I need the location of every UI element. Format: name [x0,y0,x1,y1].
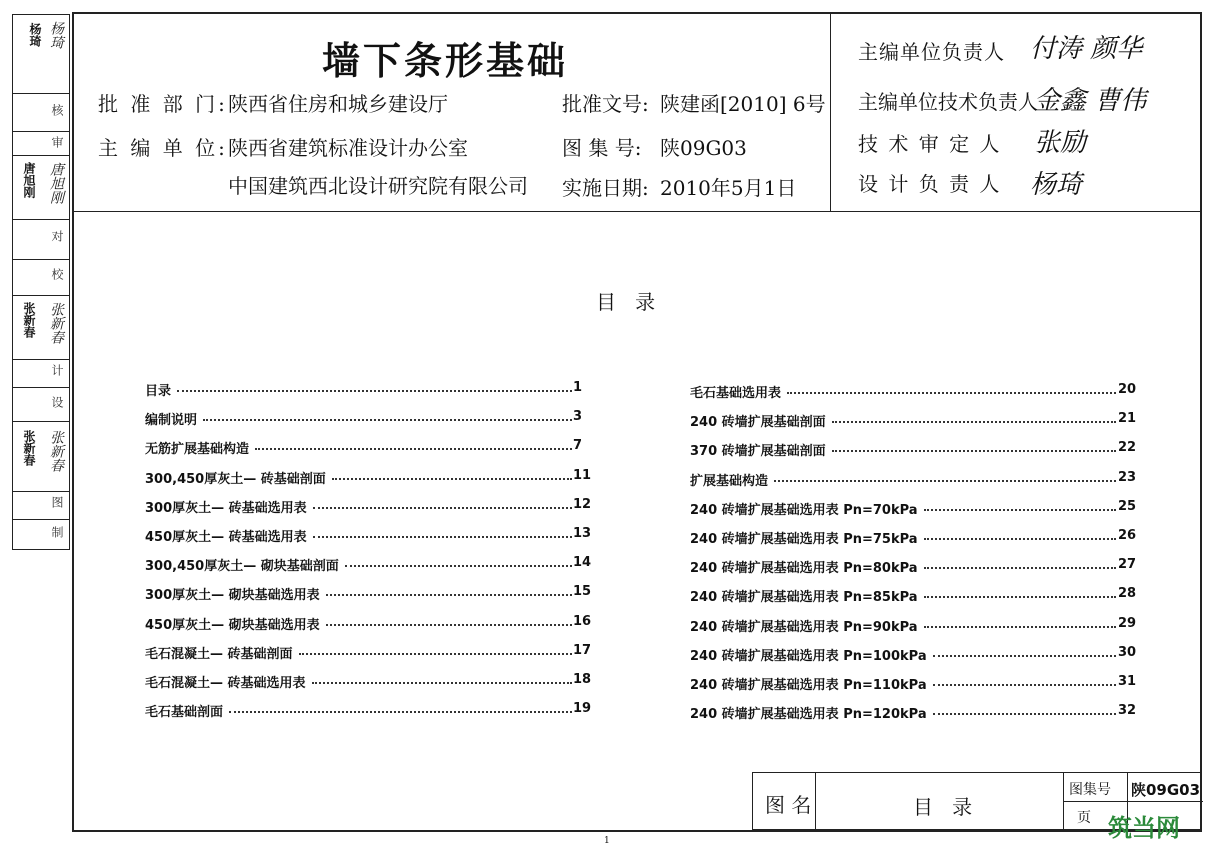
strip-signature: 张新春 [48,302,64,344]
toc-leader-dots [326,624,572,626]
toc-leader-dots [229,711,572,713]
toc-entry-page: 3 [573,409,583,425]
toc-entry-page: 11 [573,467,592,483]
strip-name: 张新春 [22,430,36,466]
toc-entry-page: 25 [1118,498,1137,514]
toc-entry-label: 毛石基础选用表 [690,386,782,401]
toc-leader-dots [299,653,572,655]
sign-strip [12,14,70,550]
strip-role: 审 [50,136,64,148]
strip-role: 设 [50,396,64,408]
approve-dept-value: 陕西省住房和城乡建设厅 [228,92,448,116]
toc-entry-page: 20 [1118,382,1137,397]
toc-entry-label: 240 砖墙扩展基础选用表 Pn=85kPa [690,590,918,606]
toc-entry-page: 30 [1118,644,1137,660]
header-vertical-divider [830,12,831,212]
strip-role: 计 [50,364,64,376]
toc-entry-page: 28 [1118,586,1137,602]
title-block-name-value: 目 录 [913,795,973,819]
strip-signature: 杨琦 [48,21,64,49]
strip-name: 杨琦 [28,23,42,47]
toc-entry-page: 29 [1118,615,1137,631]
strip-role: 核 [50,104,64,116]
approve-dept-label: 批 准 部 门: [98,92,228,116]
toc-entry-page: 21 [1118,411,1137,427]
toc-title: 目 录 [596,290,656,314]
toc-leader-dots [332,478,572,480]
resp-3-label: 技 术 审 定 人 [858,132,1002,156]
toc-entry-label: 300,450厚灰土— 砌块基础剖面 [145,559,339,575]
toc-entry-label: 240 砖墙扩展基础选用表 Pn=80kPa [690,561,918,577]
strip-signature: 张新春 [48,430,64,472]
toc-leader-dots [924,509,1116,511]
toc-entry-page: 26 [1118,528,1137,543]
toc-leader-dots [345,565,572,567]
toc-entry-page: 27 [1118,557,1137,573]
toc-leader-dots [255,448,572,450]
toc-entry-page: 12 [573,496,592,512]
toc-entry-label: 300厚灰土— 砖基础选用表 [145,500,307,516]
toc-entry-page: 19 [573,701,592,717]
resp-3-signature: 张励 [1034,128,1087,158]
toc-entry-label: 450厚灰土— 砖基础选用表 [145,530,307,545]
toc-entry-page: 16 [573,613,592,629]
toc-leader-dots [832,450,1116,452]
title-block-atlas-label: 图集号 [1069,782,1111,798]
toc-leader-dots [933,655,1116,657]
resp-4-label: 设 计 负 责 人 [858,172,1002,196]
toc-entry-page: 32 [1118,703,1137,719]
approval-doc-label: 批准文号: [562,92,649,116]
title-block-name-label: 图 名 [765,793,812,817]
toc-entry-page: 15 [573,584,592,600]
toc-entry-label: 450厚灰土— 砌块基础选用表 [145,617,320,633]
toc-leader-dots [312,682,572,684]
title-block-page-label: 页 [1077,810,1091,826]
toc-entry-label: 300厚灰土— 砌块基础选用表 [145,588,320,604]
toc-leader-dots [933,684,1116,686]
toc-entry-page: 23 [1118,469,1137,485]
resp-1-signature: 付涛 颜华 [1030,34,1143,64]
toc-entry-page: 7 [573,438,583,454]
editor-unit-label: 主 编 单 位: [98,136,228,160]
toc-entry-label: 240 砖墙扩展基础选用表 Pn=90kPa [690,619,918,635]
toc-leader-dots [787,392,1116,394]
approval-doc-value: 陕建函[2010] 6号 [660,92,826,116]
toc-leader-dots [832,421,1116,423]
toc-entry-label: 无筋扩展基础构造 [145,442,250,458]
toc-leader-dots [177,390,572,392]
toc-leader-dots [313,507,572,509]
toc-leader-dots [924,567,1116,569]
toc-entry-label: 扩展基础构造 [690,473,769,489]
resp-2-signature: 金鑫 曹伟 [1034,86,1147,116]
toc-entry-label: 目录 [145,384,172,399]
strip-role: 制 [50,526,64,538]
toc-leader-dots [774,480,1116,482]
toc-entry-page: 1 [573,380,583,395]
toc-entry-page: 13 [573,526,592,541]
toc-leader-dots [933,713,1116,715]
strip-name: 张新春 [22,302,36,338]
toc-entry-page: 17 [573,642,592,658]
toc-entry-label: 240 砖墙扩展基础选用表 Pn=70kPa [690,502,918,518]
toc-leader-dots [924,538,1116,540]
toc-entry-page: 14 [573,555,592,571]
toc-entry-label: 240 砖墙扩展基础选用表 Pn=120kPa [690,707,927,723]
effective-date-label: 实施日期: [562,176,649,200]
atlas-no-value: 陕09G03 [660,136,747,160]
toc-entry-label: 240 砖墙扩展基础剖面 [690,415,826,431]
effective-date-value: 2010年5月1日 [660,176,797,200]
strip-role: 图 [50,496,64,508]
toc-entry-page: 22 [1118,440,1137,456]
title-block-atlas-value: 陕09G03 [1131,781,1201,799]
toc-entry-label: 毛石混凝土— 砖基础选用表 [145,676,306,691]
strip-role: 校 [50,268,64,280]
resp-2-label: 主编单位技术负责人 [858,90,1038,114]
toc-entry-label: 编制说明 [145,413,198,429]
watermark-logo: 筑当网 [1108,814,1180,842]
toc-entry-label: 370 砖墙扩展基础剖面 [690,444,826,460]
toc-leader-dots [203,419,572,421]
editor-unit-value-2: 中国建筑西北设计研究院有限公司 [228,174,528,198]
editor-unit-value-1: 陕西省建筑标准设计办公室 [228,136,468,160]
strip-cell [13,15,69,93]
strip-role: 对 [50,230,64,242]
strip-name: 唐旭刚 [22,162,36,198]
toc-entry-label: 240 砖墙扩展基础选用表 Pn=100kPa [690,648,927,664]
atlas-no-label: 图 集 号: [562,136,642,160]
header-divider [72,211,1202,212]
toc-leader-dots [326,594,572,596]
toc-entry-page: 18 [573,672,592,687]
toc-entry-label: 毛石混凝土— 砖基础剖面 [145,646,293,662]
toc-entry-label: 240 砖墙扩展基础选用表 Pn=75kPa [690,532,918,547]
resp-1-label: 主编单位负责人 [858,40,1005,64]
toc-entry-label: 300,450厚灰土— 砖基础剖面 [145,471,326,487]
toc-leader-dots [313,536,572,538]
toc-entry-page: 31 [1118,674,1137,689]
toc-entry-label: 240 砖墙扩展基础选用表 Pn=110kPa [690,678,927,693]
toc-entry-label: 毛石基础剖面 [145,705,224,721]
page-number: 1 [604,836,610,846]
resp-4-signature: 杨琦 [1030,170,1083,200]
atlas-title: 墙下条形基础 [322,38,569,83]
toc-leader-dots [924,626,1116,628]
toc-leader-dots [924,596,1116,598]
strip-signature: 唐旭刚 [48,162,64,204]
